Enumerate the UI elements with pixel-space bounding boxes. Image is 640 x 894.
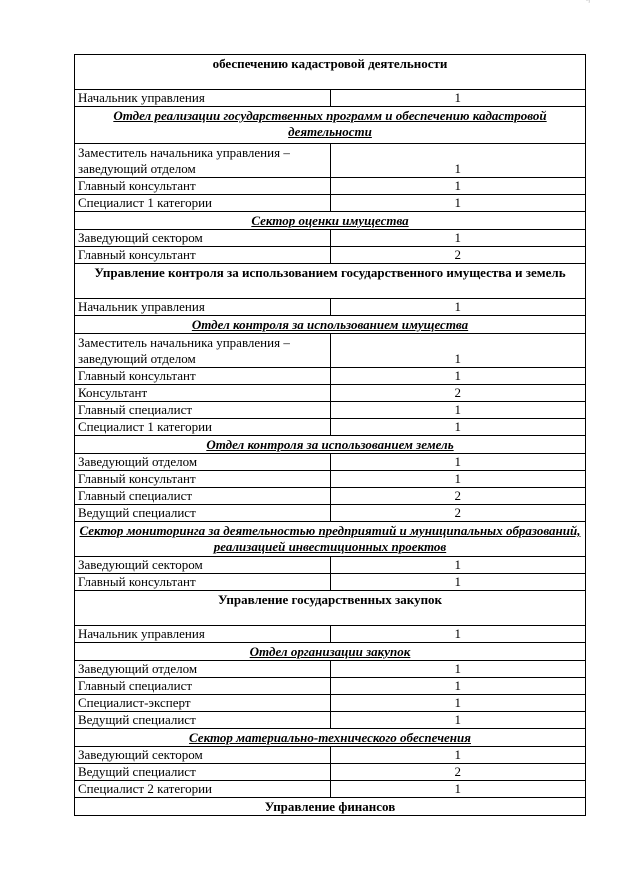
section-title: Сектор оценки имущества	[75, 212, 586, 230]
position-count: 2	[330, 764, 586, 781]
page-mark: ¨¹	[586, 0, 590, 6]
position-row	[75, 626, 586, 643]
position-count: 1	[330, 368, 586, 385]
section-title: Отдел организации закупок	[75, 643, 586, 661]
position-row	[75, 781, 586, 798]
position-count: 1	[330, 195, 586, 212]
position-row	[75, 471, 586, 488]
position-title: Главный специалист	[75, 488, 331, 505]
section-title: Отдел контроля за использованием земель	[75, 436, 586, 454]
position-title: Ведущий специалист	[75, 712, 331, 729]
position-count: 1	[330, 299, 586, 316]
position-title: Главный консультант	[75, 178, 331, 195]
subdivision-header-row	[75, 107, 586, 144]
position-title: Начальник управления	[75, 90, 331, 107]
position-row	[75, 385, 586, 402]
position-row	[75, 402, 586, 419]
position-row	[75, 144, 586, 178]
position-count: 1	[330, 712, 586, 729]
position-title: Главный консультант	[75, 471, 331, 488]
subdivision-header-row	[75, 212, 586, 230]
position-count: 1	[330, 402, 586, 419]
position-count: 2	[330, 488, 586, 505]
position-title: Главный специалист	[75, 402, 331, 419]
position-count: 1	[330, 230, 586, 247]
position-title: Заведующий сектором	[75, 747, 331, 764]
position-title: Специалист 2 категории	[75, 781, 331, 798]
position-row	[75, 90, 586, 107]
position-count: 1	[330, 419, 586, 436]
division-header-row	[75, 591, 586, 626]
position-title: Заведующий отделом	[75, 454, 331, 471]
position-count: 1	[330, 454, 586, 471]
position-row	[75, 247, 586, 264]
position-count: 1	[330, 574, 586, 591]
section-title: Управление финансов	[75, 798, 586, 816]
position-count: 1	[330, 695, 586, 712]
subdivision-header-row	[75, 316, 586, 334]
section-title: Сектор материально-технического обеспечения	[75, 729, 586, 747]
staff-table	[74, 54, 586, 816]
position-title: Заместитель начальника управления – заведующий отделом	[75, 144, 331, 178]
position-row	[75, 178, 586, 195]
subdivision-header-row	[75, 522, 586, 557]
position-row	[75, 334, 586, 368]
position-row	[75, 368, 586, 385]
subdivision-header-row	[75, 436, 586, 454]
position-title: Заместитель начальника управления – заведующий отделом	[75, 334, 331, 368]
position-title: Ведущий специалист	[75, 764, 331, 781]
position-count: 1	[330, 90, 586, 107]
position-count: 1	[330, 678, 586, 695]
position-title: Главный консультант	[75, 574, 331, 591]
position-row	[75, 557, 586, 574]
position-title: Начальник управления	[75, 299, 331, 316]
position-row	[75, 712, 586, 729]
section-title: Управление контроля за использованием государственного имущества и земель	[75, 264, 586, 299]
subdivision-header-row	[75, 643, 586, 661]
position-row	[75, 505, 586, 522]
position-count: 1	[330, 178, 586, 195]
division-header-row	[75, 55, 586, 90]
position-count: 1	[330, 781, 586, 798]
position-count: 2	[330, 247, 586, 264]
division-header-row	[75, 264, 586, 299]
position-title: Специалист-эксперт	[75, 695, 331, 712]
position-count: 1	[330, 471, 586, 488]
position-title: Главный консультант	[75, 247, 331, 264]
position-count: 1	[330, 747, 586, 764]
position-count: 1	[330, 626, 586, 643]
position-title: Начальник управления	[75, 626, 331, 643]
position-count: 2	[330, 385, 586, 402]
section-title: обеспечению кадастровой деятельности	[75, 55, 586, 90]
position-count: 1	[330, 334, 586, 368]
position-count: 2	[330, 505, 586, 522]
position-title: Специалист 1 категории	[75, 195, 331, 212]
staff-table-body	[75, 55, 586, 816]
position-row	[75, 419, 586, 436]
position-title: Ведущий специалист	[75, 505, 331, 522]
section-title: Отдел контроля за использованием имущества	[75, 316, 586, 334]
position-row	[75, 488, 586, 505]
position-row	[75, 299, 586, 316]
position-row	[75, 678, 586, 695]
subdivision-header-row	[75, 729, 586, 747]
position-title: Заведующий сектором	[75, 230, 331, 247]
position-title: Заведующий сектором	[75, 557, 331, 574]
position-row	[75, 574, 586, 591]
position-title: Главный консультант	[75, 368, 331, 385]
position-count: 1	[330, 144, 586, 178]
position-count: 1	[330, 661, 586, 678]
position-row	[75, 454, 586, 471]
position-row	[75, 695, 586, 712]
position-row	[75, 230, 586, 247]
position-row	[75, 195, 586, 212]
position-title: Консультант	[75, 385, 331, 402]
position-row	[75, 661, 586, 678]
division-header-row	[75, 798, 586, 816]
position-title: Заведующий отделом	[75, 661, 331, 678]
section-title: Сектор мониторинга за деятельностью предприятий и муниципальных образований, реализацией инвестиционных проектов	[75, 522, 586, 557]
section-title: Отдел реализации государственных программ и обеспечению кадастровой деятельности	[75, 107, 586, 144]
position-row	[75, 747, 586, 764]
position-row	[75, 764, 586, 781]
section-title: Управление государственных закупок	[75, 591, 586, 626]
position-count: 1	[330, 557, 586, 574]
position-title: Главный специалист	[75, 678, 331, 695]
position-title: Специалист 1 категории	[75, 419, 331, 436]
